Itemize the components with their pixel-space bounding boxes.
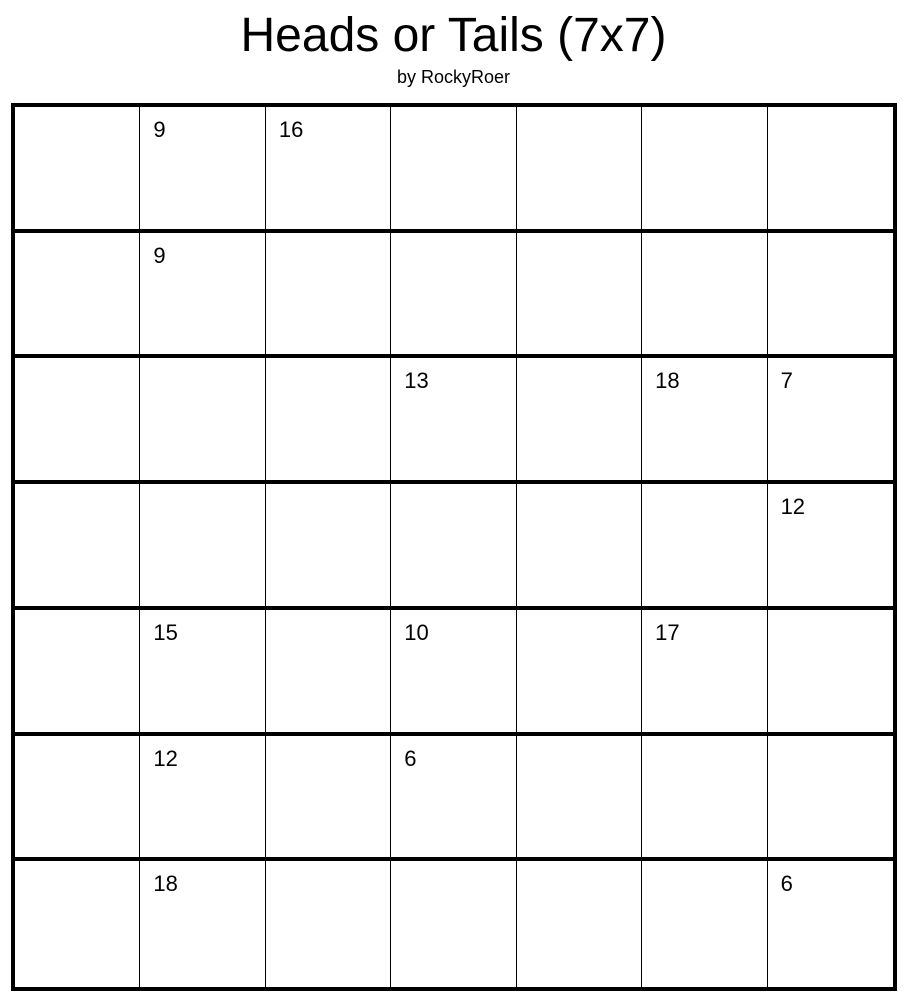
grid-cell-r2c5[interactable] [517, 233, 642, 359]
cell-clue: 6 [404, 745, 417, 771]
grid-cell-r5c7[interactable] [768, 610, 893, 736]
grid-cell-r6c6[interactable] [642, 736, 767, 862]
grid-cell-r3c2[interactable] [140, 358, 265, 484]
grid-cell-r6c2[interactable] [140, 736, 265, 862]
grid-cell-r6c7[interactable] [768, 736, 893, 862]
grid-cell-r5c2[interactable] [140, 610, 265, 736]
cell-clue: 9 [153, 117, 166, 142]
grid-cell-r3c4[interactable] [391, 358, 516, 484]
grid-cell-r5c5[interactable] [517, 610, 642, 736]
cell-clue: 13 [404, 368, 429, 394]
grid-cell-r3c3[interactable] [266, 358, 391, 484]
grid-cell-r3c7[interactable] [768, 358, 893, 484]
grid-cell-r1c6[interactable] [642, 107, 767, 233]
grid-cell-r3c5[interactable] [517, 358, 642, 484]
grid-cell-r3c6[interactable] [642, 358, 767, 484]
cell-clue: 7 [780, 368, 793, 394]
grid-cell-r7c4[interactable] [391, 861, 516, 987]
grid-cell-r4c4[interactable] [391, 484, 516, 610]
grid-cell-r7c2[interactable] [140, 861, 265, 987]
grid-cell-r4c3[interactable] [266, 484, 391, 610]
puzzle-title: Heads or Tails (7x7) [240, 9, 667, 62]
cell-clue: 18 [655, 368, 680, 394]
grid-cell-r6c5[interactable] [517, 736, 642, 862]
cell-clue: 12 [153, 745, 178, 771]
grid-cell-r5c6[interactable] [642, 610, 767, 736]
grid-cell-r2c2[interactable] [140, 233, 265, 359]
grid-cell-r7c6[interactable] [642, 861, 767, 987]
grid-cell-r7c5[interactable] [517, 861, 642, 987]
grid-cell-r6c1[interactable] [15, 736, 140, 862]
cell-clue: 12 [780, 494, 806, 520]
grid-cell-r4c1[interactable] [15, 484, 140, 610]
cell-clue: 10 [404, 619, 429, 645]
grid-cell-r1c7[interactable] [768, 107, 893, 233]
grid-cell-r1c4[interactable] [391, 107, 516, 233]
grid-cell-r4c2[interactable] [140, 484, 265, 610]
grid-cell-r2c3[interactable] [266, 233, 391, 359]
grid-cell-r6c3[interactable] [266, 736, 391, 862]
grid-cell-r2c7[interactable] [768, 233, 893, 359]
cell-clue: 9 [153, 242, 166, 268]
cell-clue: 17 [655, 619, 680, 645]
grid-cell-r2c4[interactable] [391, 233, 516, 359]
grid-cell-r4c6[interactable] [642, 484, 767, 610]
grid-cell-r4c7[interactable] [768, 484, 893, 610]
grid-cell-r2c1[interactable] [15, 233, 140, 359]
grid-cell-r7c1[interactable] [15, 861, 140, 987]
grid-cell-r1c1[interactable] [15, 107, 140, 233]
cell-clue: 18 [153, 871, 178, 897]
grid-cell-r4c5[interactable] [517, 484, 642, 610]
grid-cell-r7c7[interactable] [768, 861, 893, 987]
grid-cell-r2c6[interactable] [642, 233, 767, 359]
grid-cell-r1c5[interactable] [517, 107, 642, 233]
grid-cell-r6c4[interactable] [391, 736, 516, 862]
grid-cell-r7c3[interactable] [266, 861, 391, 987]
grid-cell-r5c4[interactable] [391, 610, 516, 736]
grid-cell-r5c1[interactable] [15, 610, 140, 736]
grid-cell-r5c3[interactable] [266, 610, 391, 736]
grid-cell-r3c1[interactable] [15, 358, 140, 484]
grid-cell-r1c3[interactable] [266, 107, 391, 233]
cell-clue: 15 [153, 619, 178, 645]
puzzle-author: by RockyRoer [396, 67, 511, 87]
cell-clue: 16 [278, 117, 304, 142]
puzzle-grid [11, 103, 897, 991]
grid-cell-r1c2[interactable] [140, 107, 265, 233]
cell-clue: 6 [780, 871, 793, 897]
